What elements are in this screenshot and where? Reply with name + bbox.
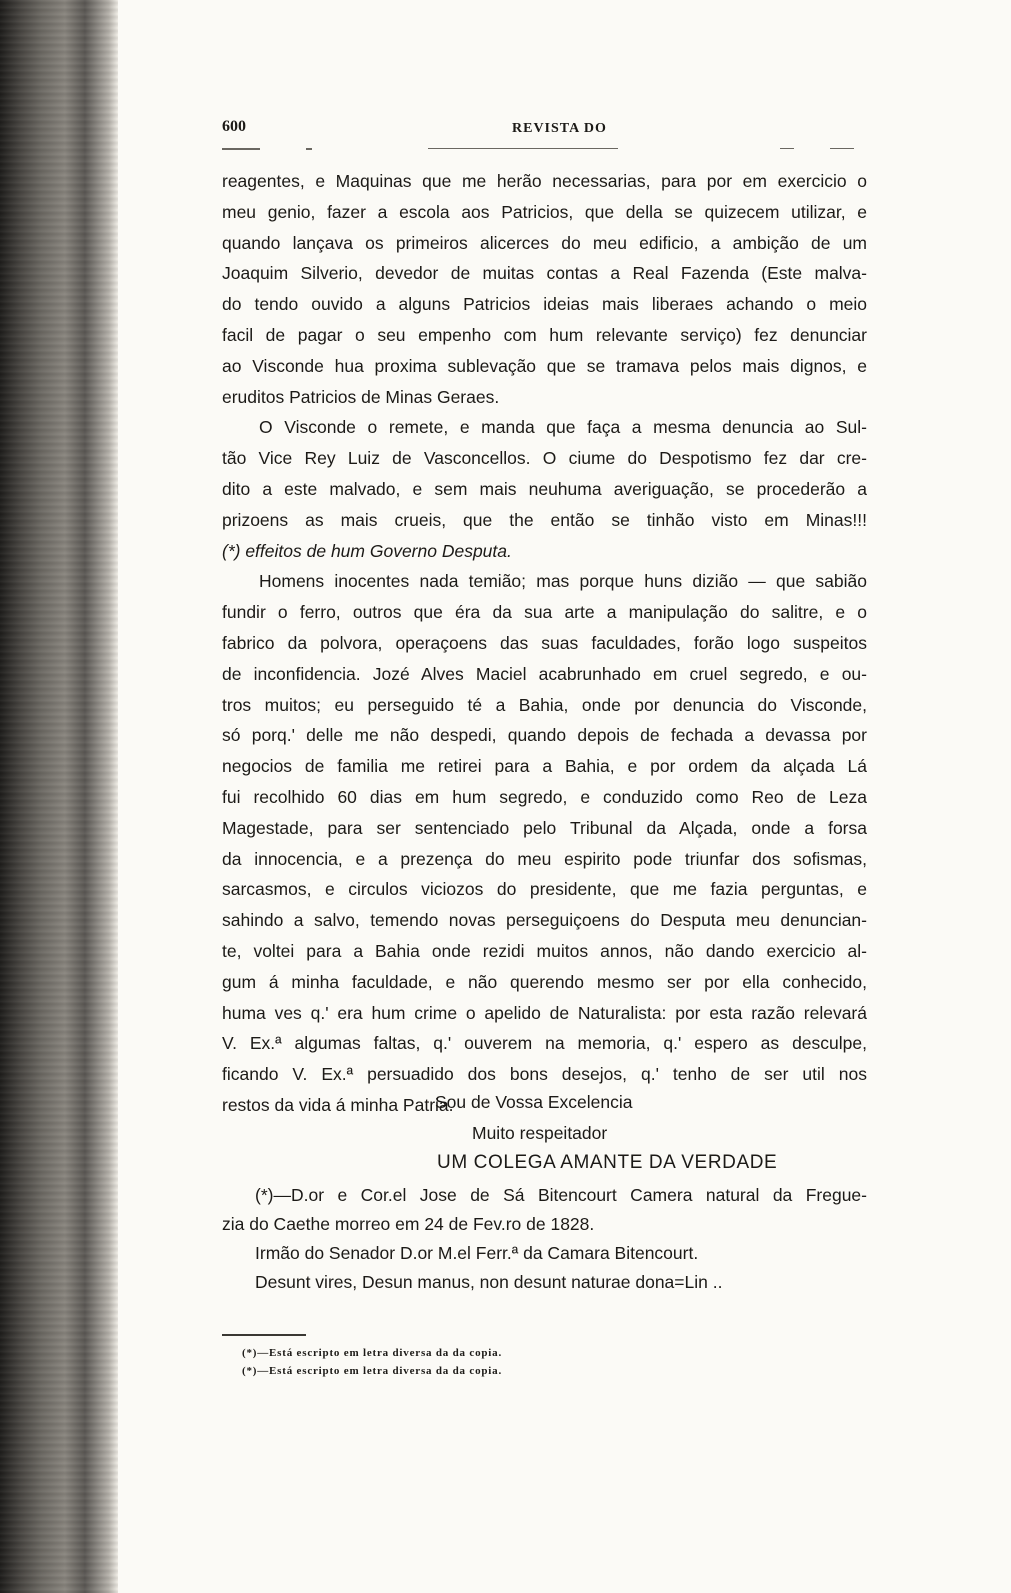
text-line: V. Ex.ª algumas faltas, q.' ouverem na memoria, q.' espero as desculpe, xyxy=(222,1033,867,1054)
text-line: fabrico da polvora, operaçoens das suas faculdades, forão logo suspeitos xyxy=(222,632,867,653)
note-line: Desunt vires, Desun manus, non desunt naturae dona=Lin .. xyxy=(255,1272,723,1292)
text-line: tão Vice Rey Luiz de Vasconcellos. O ciume do Despotismo fez dar cre- xyxy=(222,448,867,469)
header-rule xyxy=(830,148,854,149)
text-line: facil de pagar o seu empenho com hum relevante serviço) fez denunciar xyxy=(222,324,867,345)
text-line: gum á minha faculdade, e não querendo mesmo ser por ella conhecido, xyxy=(222,971,867,992)
page-header xyxy=(222,118,862,142)
text-line: Magestade, para ser sentenciado pelo Tribunal da Alçada, onde a forsa xyxy=(222,817,867,838)
header-rule xyxy=(222,148,260,150)
text-line: quando lançava os primeiros alicerces do meu edificio, a ambição de um xyxy=(222,232,867,253)
text-line: ficando V. Ex.ª persuadido dos bons desejos, q.' tenho de ser util nos xyxy=(222,1064,867,1085)
paragraph-3 xyxy=(222,566,867,1120)
note-line: Irmão do Senador D.or M.el Ferr.ª da Camara Bitencourt. xyxy=(255,1243,699,1263)
note-line: (*)—D.or e Cor.el Jose de Sá Bitencourt Camera natural da Fregue- xyxy=(255,1185,867,1205)
paragraph-2 xyxy=(222,412,867,566)
text-line: meu genio, fazer a escola aos Patricios, que della se quizecem utilizar, e xyxy=(222,201,867,222)
text-line: de inconfidencia. Jozé Alves Maciel acabrunhado em cruel segredo, e ou- xyxy=(222,663,867,684)
footnote-rule xyxy=(222,1334,306,1336)
inline-note: (*) effeitos de hum Governo Desputa. xyxy=(222,540,512,561)
text-line: só porq.' delle me não despedi, quando depois de fechada a devassa por xyxy=(222,725,867,746)
closing-respect: Muito respeitador xyxy=(472,1122,608,1143)
page-number: 600 xyxy=(222,118,246,135)
text-line: fundir o ferro, outros que éra da sua arte a manipulação do salitre, e o xyxy=(222,602,867,623)
text-line: prizoens as mais crueis, que the então se tinhão visto em Minas!!! xyxy=(222,509,867,530)
text-line: sahindo a salvo, temendo novas perseguiçoens do Desputa meu denuncian- xyxy=(222,910,867,931)
text-line: negocios de familia me retirei para a Bahia, e por ordem da alçada Lá xyxy=(222,756,867,777)
text-line: O Visconde o remete, e manda que faça a mesma denuncia ao Sul- xyxy=(259,417,867,438)
text-line: reagentes, e Maquinas que me herão necessarias, para por em exercicio o xyxy=(222,171,867,191)
note-line: zia do Caethe morreo em 24 de Fev.ro de 1828. xyxy=(222,1214,595,1234)
paragraph-1 xyxy=(222,166,867,412)
letter-closing xyxy=(222,1087,867,1179)
scan-binding-edge xyxy=(0,0,118,1593)
text-line: fui recolhido 60 dias em hum segredo, e conduzido como Reo de Leza xyxy=(222,786,867,807)
text-line: dito a este malvado, e sem mais neuhuma averiguação, se procederão a xyxy=(222,478,867,499)
closing-salutation: Sou de Vossa Excelencia xyxy=(435,1092,633,1112)
footnote: (*)—Está escripto em letra diversa da da copia. xyxy=(242,1347,503,1359)
header-rule xyxy=(428,148,618,149)
text-line: Homens inocentes nada temião; mas porque huns dizião — que sabião xyxy=(259,571,867,592)
header-rule xyxy=(306,148,312,150)
text-line: do tendo ouvido a alguns Patricios ideias mais liberaes achando o meio xyxy=(222,294,867,315)
text-line: ao Visconde hua proxima sublevação que se tramava pelos mais dignos, e xyxy=(222,355,867,376)
text-line: huma ves q.' era hum crime o apelido de Naturalista: por esta razão relevará xyxy=(222,1002,867,1023)
closing-signature: UM COLEGA AMANTE DA VERDADE xyxy=(437,1152,778,1173)
text-line: Joaquim Silverio, devedor de muitas contas a Real Fazenda (Este malva- xyxy=(222,263,867,284)
text-line: eruditos Patricios de Minas Geraes. xyxy=(222,386,500,407)
body-text xyxy=(222,166,867,1121)
text-line: restos da vida á minha Patria. xyxy=(222,1094,454,1115)
header-rule xyxy=(780,148,794,149)
text-line: sarcasmos, e circulos viciozos do presidente, que me fazia perguntas, e xyxy=(222,879,867,900)
footnote: (*)—Está escripto em letra diversa da da copia. xyxy=(242,1365,503,1377)
text-line: te, voltei para a Bahia onde rezidi muitos annos, não dando exercicio al- xyxy=(222,940,867,961)
footnotes xyxy=(242,1344,502,1380)
text-line: da innocencia, e a prezença do meu espirito pode triunfar dos sofismas, xyxy=(222,848,867,869)
editorial-notes xyxy=(222,1181,867,1297)
text-line: tros muitos; eu perseguido té a Bahia, onde por denuncia do Visconde, xyxy=(222,694,867,715)
running-head: REVISTA DO xyxy=(512,121,607,136)
